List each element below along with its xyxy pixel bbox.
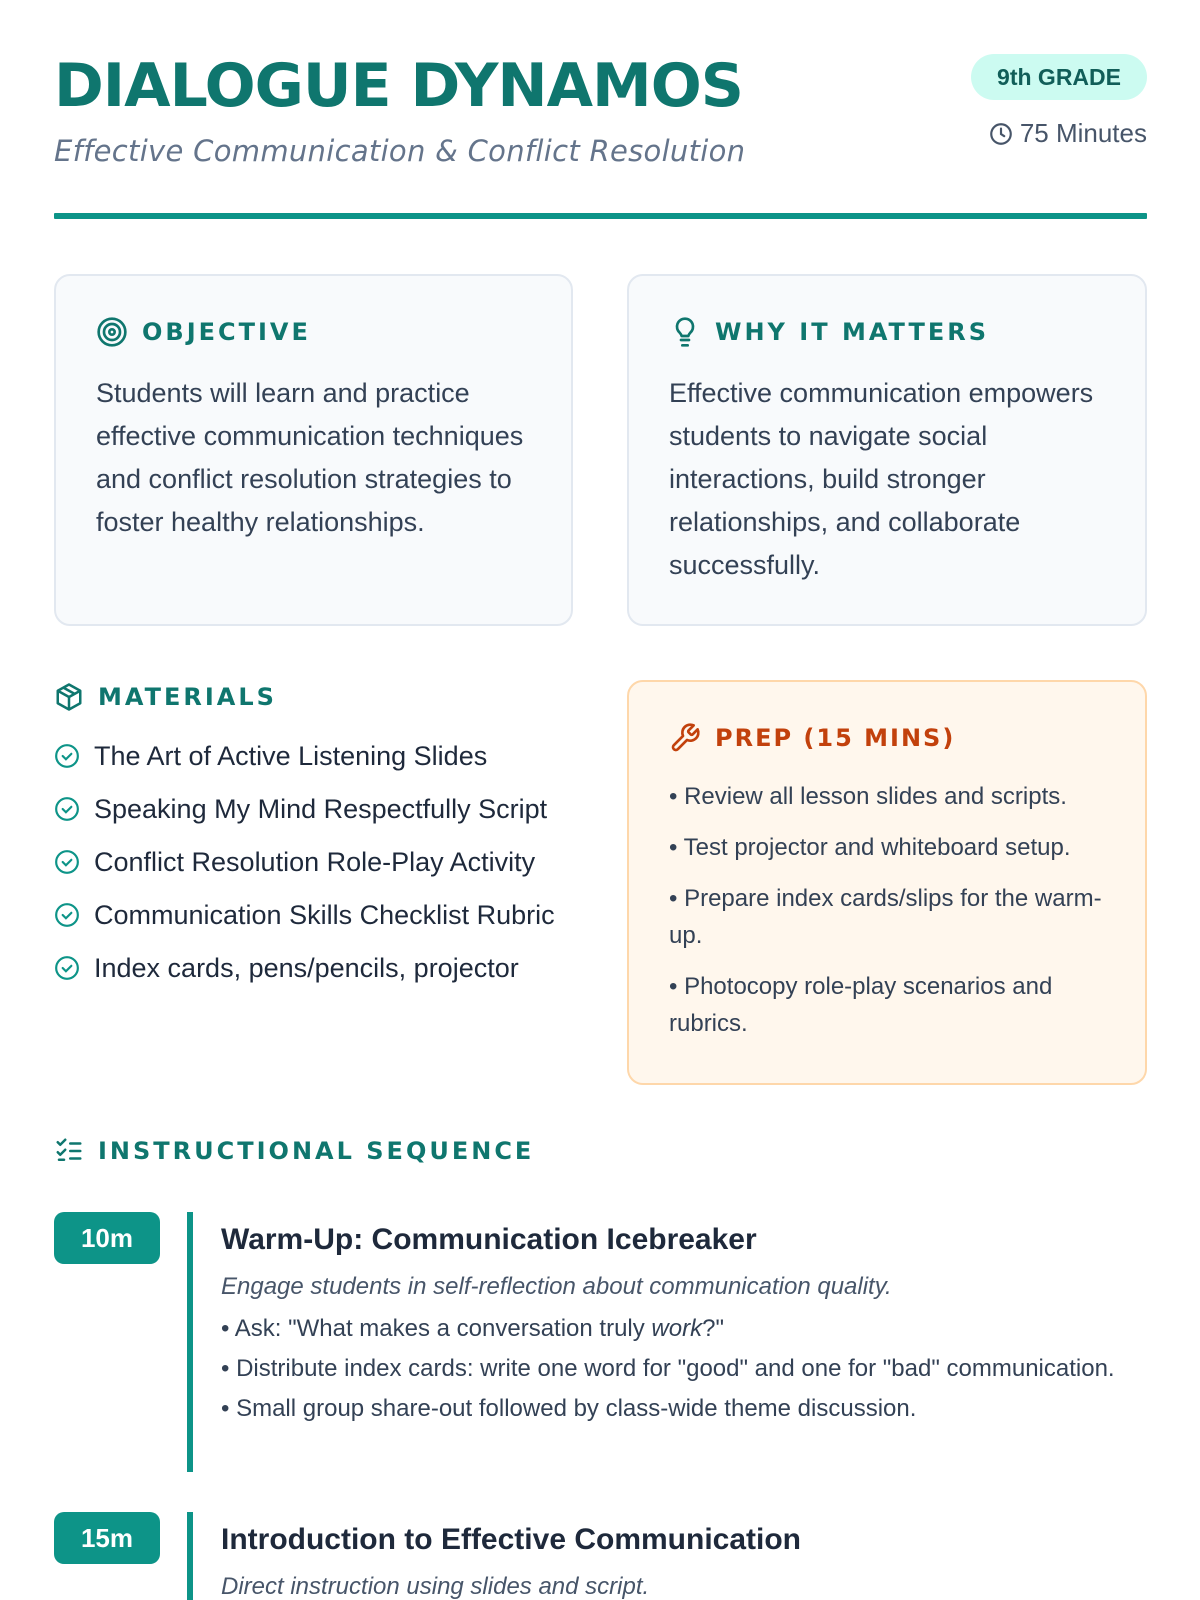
prep-item: • Photocopy role-play scenarios and rubrics. [669, 973, 1053, 1037]
prep-list [669, 778, 1119, 1056]
check-circle-icon [54, 796, 80, 822]
step-content [221, 1520, 1121, 1600]
timeline-line [187, 1512, 193, 1600]
materials-item-text: Communication Skills Checklist Rubric [94, 900, 555, 930]
step-bullet [221, 1312, 1121, 1346]
duration [988, 118, 1147, 149]
time-badge: 10m [54, 1212, 160, 1264]
sequence-header [54, 1136, 534, 1166]
page-title: DIALOGUE DYNAMOS [54, 51, 743, 121]
header-divider [54, 213, 1147, 219]
materials-item-text: Speaking My Mind Respectfully Script [94, 794, 548, 824]
prep-card [627, 680, 1147, 1085]
clock-icon [988, 121, 1014, 147]
why-header [669, 316, 989, 348]
lesson-plan-page [54, 0, 1147, 1600]
duration-text: 75 Minutes [1019, 118, 1147, 148]
materials-item [54, 789, 594, 829]
prep-item: • Prepare index cards/slips for the warm-up. [669, 885, 1102, 949]
step-title: Introduction to Effective Communication [221, 1523, 802, 1556]
step-content [221, 1220, 1121, 1432]
wrench-icon [669, 722, 701, 754]
target-icon [96, 316, 128, 348]
header [54, 50, 1147, 170]
materials-section [54, 676, 594, 1001]
prep-label: PREP (15 MINS) [715, 724, 956, 752]
materials-label: MATERIALS [98, 683, 277, 711]
grade-badge: 9th GRADE [971, 54, 1147, 100]
step-bullet: • Small group share-out followed by class-wide theme discussion. [221, 1395, 917, 1422]
check-circle-icon [54, 849, 80, 875]
sequence-step-intro [54, 1512, 1147, 1600]
check-circle-icon [54, 743, 80, 769]
step-description: Engage students in self-reflection about communication quality. [221, 1273, 892, 1300]
step-description: Direct instruction using slides and script. [221, 1573, 650, 1600]
objective-header [96, 316, 311, 348]
list-checks-icon [54, 1136, 84, 1166]
materials-item [54, 895, 594, 935]
materials-item [54, 842, 594, 882]
sequence-label: INSTRUCTIONAL SEQUENCE [98, 1137, 535, 1165]
package-icon [54, 682, 84, 712]
why-card [627, 274, 1147, 626]
objective-text: Students will learn and practice effective communication techniques and conflict resolution strategies to foster healthy relationships. [96, 378, 524, 537]
sequence-step-warmup [54, 1212, 1147, 1472]
check-circle-icon [54, 902, 80, 928]
materials-item-text: The Art of Active Listening Slides [94, 741, 488, 771]
timeline-line [187, 1212, 193, 1472]
page-subtitle: Effective Communication & Conflict Resolution [54, 134, 746, 168]
step-bullet-text: • Ask: "What makes a conversation truly [221, 1315, 652, 1342]
lightbulb-icon [669, 316, 701, 348]
step-bullet: • Distribute index cards: write one word for "good" and one for "bad" communication. [221, 1355, 1115, 1382]
prep-header [669, 722, 955, 754]
materials-item-text: Conflict Resolution Role-Play Activity [94, 847, 536, 877]
objective-card [54, 274, 573, 626]
materials-item-text: Index cards, pens/pencils, projector [94, 953, 519, 983]
why-text: Effective communication empowers students to navigate social interactions, build stronger relationships, and collaborate successfully. [669, 378, 1094, 580]
why-label: WHY IT MATTERS [715, 318, 989, 346]
step-title: Warm-Up: Communication Icebreaker [221, 1223, 757, 1256]
materials-item [54, 736, 594, 776]
check-circle-icon [54, 955, 80, 981]
time-badge: 15m [54, 1512, 160, 1564]
prep-item: • Review all lesson slides and scripts. [669, 783, 1067, 810]
step-bullet-text: ?" [702, 1315, 724, 1342]
step-bullets [221, 1312, 1121, 1426]
materials-item [54, 948, 594, 988]
prep-item: • Test projector and whiteboard setup. [669, 834, 1071, 861]
step-bullet-emphasis: work [651, 1315, 703, 1342]
materials-header [54, 676, 594, 718]
materials-list [54, 736, 594, 988]
objective-label: OBJECTIVE [142, 318, 311, 346]
